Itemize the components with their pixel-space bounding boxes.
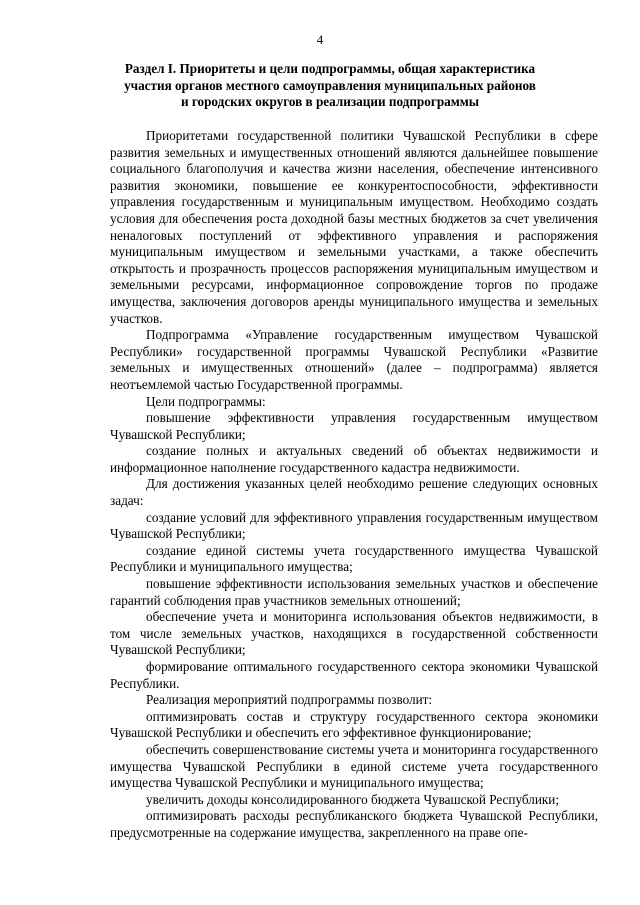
paragraph: повышение эффективности управления государственным имуществом Чувашской Республики; [110,410,598,442]
section-heading-line: Раздел I. Приоритеты и цели подпрограммы, общая характеристика [124,61,536,76]
paragraph: создание полных и актуальных сведений об объектах недвижимости и информационное наполнение государственного кадастра недвижимости. [110,443,598,475]
paragraph: обеспечить совершенствование системы учета и мониторинга государственного имущества Чувашской Республики в единой системе учета государственного имущества Чувашской Республики и муниципального имущества; [110,741,598,791]
paragraph: Реализация мероприятий подпрограммы позволит: [146,692,433,708]
paragraph: Для достижения указанных целей необходимо решение следующих основных задач: [110,476,598,509]
section-heading-line: участия органов местного самоуправления муниципальных районов [124,77,536,93]
paragraph: обеспечение учета и мониторинга использования объектов недвижимости, в том числе земельных участков, находящихся в государственной собственности Чувашской Республики; [110,609,598,658]
paragraph: создание условий для эффективного управления государственным имуществом Чувашской Республики; [110,509,598,542]
paragraph: Приоритетами государственной политики Чувашской Республики в сфере развития земельных и имущественных отношений являются дальнейшее повышение социального благополучия и качества жизни населения, обеспечение интенсивного развития экономики, повышение ее конкурентоспособности, эффективности управления государственным и муниципальным имуществом. Необходимо создать условия для обеспечения роста доходной базы местных бюджетов за счет увеличения неналоговых поступлений от эффективного управления и распоряжения муниципальным имуществом и земельными участками, а также обеспечить открытость и прозрачность процессов распоряжения муниципальным имуществом и земельными ресурсами, информационное сопровождение торгов по продаже имущества, заключения договоров аренды муниципального имущества и земельных участков. [110,128,598,326]
page-number: 4 [316,32,324,47]
paragraph: оптимизировать расходы республиканского бюджета Чувашской Республики, предусмотренные на содержание имущества, закрепленного на праве опе- [110,808,598,840]
body-text [110,128,598,842]
paragraph: увеличить доходы консолидированного бюджета Чувашской Республики; [146,791,560,807]
paragraph: Подпрограмма «Управление государственным имуществом Чувашской Республики» государственной программы Чувашской Республики «Развитие земельных и имущественных отношений» (далее – подпрограмма) является неотъемлемой частью Государственной программы. [110,327,598,392]
paragraph: Цели подпрограммы: [146,393,266,409]
section-heading [100,61,560,111]
section-heading-line: и городских округов в реализации подпрограммы [180,94,480,109]
paragraph: формирование оптимального государственного сектора экономики Чувашской Республики. [110,659,598,691]
paragraph: повышение эффективности использования земельных участков и обеспечение гарантий соблюдения прав участников земельных отношений; [110,576,598,608]
paragraph: оптимизировать состав и структуру государственного сектора экономики Чувашской Республики и обеспечить его эффективное функционирование; [110,708,598,741]
paragraph: создание единой системы учета государственного имущества Чувашской Республики и муниципального имущества; [110,542,598,575]
